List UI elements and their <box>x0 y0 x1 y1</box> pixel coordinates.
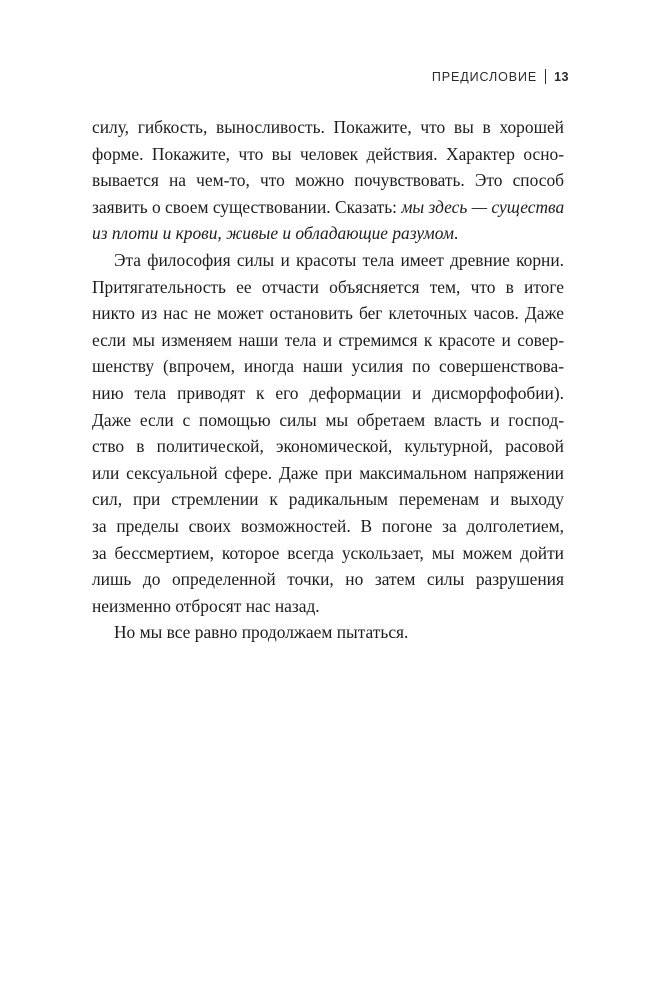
text-line: за бессмертием, которое всегда ускользает, мы можем дойти <box>92 542 564 563</box>
text-line: ство в политической, экономической, культурной, расовой <box>92 436 564 457</box>
italic-quote: мы здесь — существа <box>401 196 565 217</box>
paragraph-3 <box>92 619 564 646</box>
text-line: вывается на чем-то, что можно почувствовать. Это способ <box>92 170 564 191</box>
paragraph-1 <box>92 114 564 247</box>
text-line: силу, гибкость, выносливость. Покажите, что вы в хорошей <box>92 117 564 137</box>
text-line: лишь до определенной точки, но затем силы разрушения <box>92 569 564 590</box>
text-line: нию тела приводят к его деформации и дисморфофобии). <box>92 382 564 403</box>
text-line: шенству (впрочем, иногда наши усилия по совершенствова- <box>92 356 564 377</box>
paragraph-2 <box>92 247 564 619</box>
text-line: или сексуальной сфере. Даже при максимальном напряжении <box>92 462 564 483</box>
italic-quote: из плоти и крови, живые и обладающие разумом <box>92 223 454 244</box>
page-number: 13 <box>554 69 569 84</box>
text-line: форме. Покажите, что вы человек действия. Характер осно- <box>92 143 564 164</box>
text-line: Притягательность ее отчасти объясняется тем, что в итоге <box>92 276 564 297</box>
text-line: никто из нас не может остановить бег клеточных часов. Даже <box>92 303 564 324</box>
text-line: Эта философия силы и красоты тела имеет древние корни. <box>114 249 564 270</box>
text-line: сил, при стремлении к радикальным переменам и выходу <box>92 489 564 510</box>
running-header <box>432 69 569 84</box>
text-line: за пределы своих возможностей. В погоне за долголетием, <box>92 515 564 536</box>
text-line: Но мы все равно продолжаем пытаться. <box>114 622 409 643</box>
body-text <box>92 114 564 646</box>
text-line: если мы изменяем наши тела и стремимся к красоте и совер- <box>92 329 564 350</box>
header-divider <box>545 69 546 84</box>
text-line <box>92 220 564 247</box>
text-line <box>92 194 564 221</box>
text-run: . <box>453 223 459 244</box>
section-title: ПРЕДИСЛОВИЕ <box>431 69 538 84</box>
text-line: Даже если с помощью силы мы обретаем власть и господ- <box>92 409 564 430</box>
text-line: неизменно отбросят нас назад. <box>92 595 320 616</box>
text-run: заявить о своем существовании. Сказать: <box>92 196 402 217</box>
